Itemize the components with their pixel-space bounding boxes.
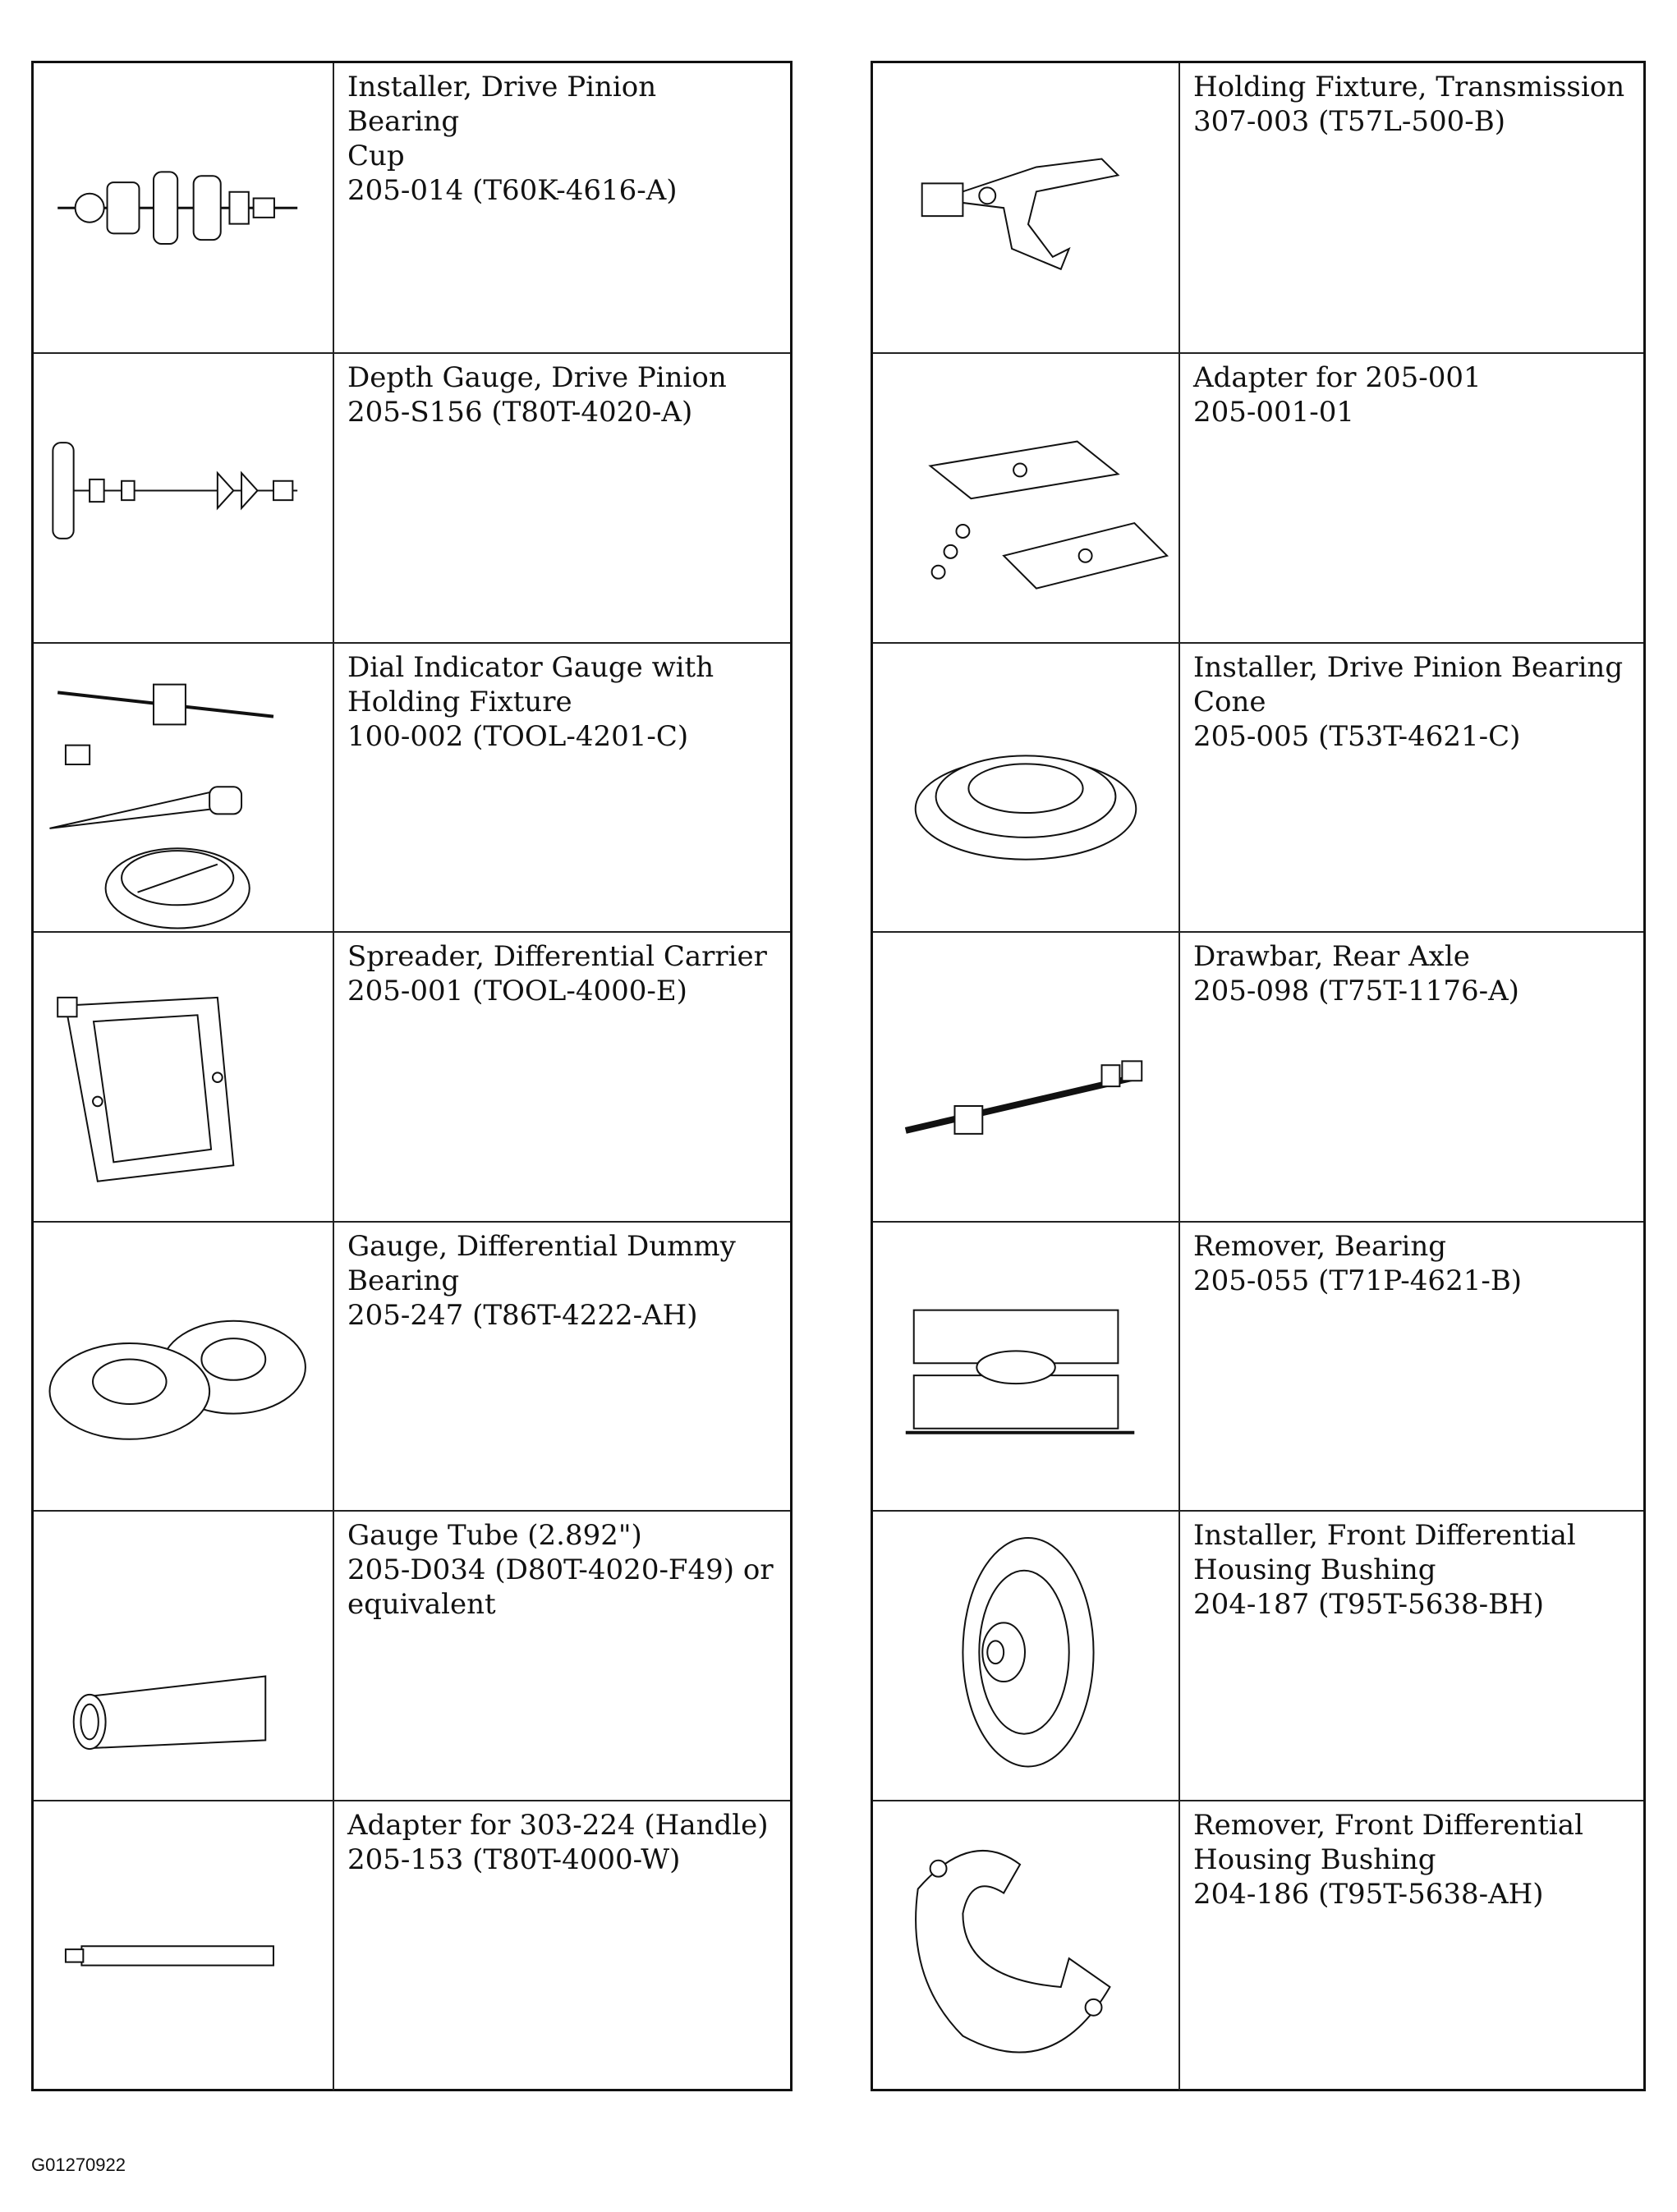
tool-description-line: 205-D034 (D80T-4020-F49) or [347, 1553, 774, 1587]
tool-illustration [34, 933, 334, 1222]
tool-row [873, 931, 1643, 1222]
tool-description-line: Housing Bushing [1193, 1843, 1436, 1876]
tool-description [334, 1801, 790, 2090]
tool-row [34, 1221, 790, 1512]
tool-description-line: 205-001 (TOOL-4000-E) [347, 975, 687, 1008]
tool-row [34, 642, 790, 933]
left-tool-table [31, 61, 793, 2091]
tool-description-line: equivalent [347, 1588, 496, 1622]
drive-pinion-bearing-cup-installer-icon [34, 63, 333, 352]
tool-illustration [34, 63, 334, 352]
front-differential-bushing-installer-icon [873, 1512, 1178, 1801]
tool-description-line: Installer, Drive Pinion Bearing [1193, 650, 1624, 684]
tool-row [873, 63, 1643, 352]
tool-description [1180, 354, 1643, 643]
tool-illustration [873, 1223, 1180, 1512]
bearing-remover-icon [873, 1223, 1178, 1512]
tool-description [334, 1223, 790, 1512]
tool-illustration [34, 354, 334, 643]
tool-illustration [873, 1512, 1180, 1801]
tool-description-line: Housing Bushing [1193, 1553, 1436, 1587]
drive-pinion-depth-gauge-icon [34, 354, 333, 643]
tool-row [873, 1221, 1643, 1512]
tool-description [334, 644, 790, 933]
tool-illustration [34, 644, 334, 933]
tool-description-line: 205-055 (T71P-4621-B) [1193, 1264, 1523, 1297]
handle-adapter-icon [34, 1801, 333, 2090]
tool-description [334, 1512, 790, 1801]
right-tool-table [871, 61, 1646, 2091]
tool-description-line: 307-003 (T57L-500-B) [1193, 105, 1505, 138]
adapter-plates-icon [873, 354, 1178, 643]
tool-description-line: Cone [1193, 685, 1266, 718]
tool-description-line: Adapter for 205-001 [1193, 361, 1482, 395]
tool-illustration [34, 1512, 334, 1801]
tool-description-line: Dial Indicator Gauge with [347, 650, 714, 684]
tool-description-line: 205-153 (T80T-4000-W) [347, 1843, 681, 1876]
dial-indicator-gauge-icon [34, 644, 333, 933]
transmission-holding-fixture-icon [873, 63, 1178, 352]
tool-description-line: Remover, Bearing [1193, 1229, 1447, 1263]
tool-description-line: 205-098 (T75T-1176-A) [1193, 975, 1519, 1008]
drive-pinion-bearing-cone-installer-icon [873, 644, 1178, 933]
tool-description [334, 354, 790, 643]
tool-description-line: 205-005 (T53T-4621-C) [1193, 719, 1521, 753]
tool-illustration [873, 1801, 1180, 2090]
tool-row [34, 931, 790, 1222]
tool-description [1180, 1512, 1643, 1801]
tool-description [1180, 63, 1643, 352]
tool-row [34, 63, 790, 352]
tool-description-line: Holding Fixture [347, 685, 572, 718]
tool-description-line: Adapter for 303-224 (Handle) [347, 1808, 769, 1842]
tool-row [873, 1800, 1643, 2090]
tool-description-line: Spreader, Differential Carrier [347, 940, 767, 974]
front-differential-bushing-remover-icon [873, 1801, 1178, 2090]
tool-illustration [34, 1801, 334, 2090]
tool-description-line: Installer, Front Differential [1193, 1519, 1576, 1553]
tool-description-line: 100-002 (TOOL-4201-C) [347, 719, 689, 753]
tool-description [1180, 1223, 1643, 1512]
gauge-tube-icon [34, 1512, 333, 1801]
tool-description-line: Depth Gauge, Drive Pinion [347, 361, 727, 395]
tool-row [873, 642, 1643, 933]
tool-description [334, 63, 790, 352]
tool-illustration [34, 1223, 334, 1512]
figure-code: G01270922 [31, 2155, 126, 2175]
tool-description-line: 204-186 (T95T-5638-AH) [1193, 1877, 1544, 1911]
tool-row [34, 1510, 790, 1801]
rear-axle-drawbar-icon [873, 933, 1178, 1222]
differential-carrier-spreader-icon [34, 933, 333, 1222]
tool-description-line: Gauge Tube (2.892") [347, 1519, 642, 1553]
tool-description-line: Gauge, Differential Dummy [347, 1229, 736, 1263]
tool-illustration [873, 63, 1180, 352]
tool-description-line: 205-001-01 [1193, 396, 1355, 429]
tool-description-line: 204-187 (T95T-5638-BH) [1193, 1588, 1544, 1622]
tool-description [334, 933, 790, 1222]
tool-description-line: Installer, Drive Pinion Bearing [347, 71, 657, 138]
tool-description [1180, 1801, 1643, 2090]
tool-description-line: Holding Fixture, Transmission [1193, 71, 1625, 103]
tool-description [1180, 644, 1643, 933]
tool-description [1180, 933, 1643, 1222]
tool-description-line: Drawbar, Rear Axle [1193, 940, 1470, 974]
tool-description-line: Bearing [347, 1264, 460, 1297]
tool-description-line: 205-S156 (T80T-4020-A) [347, 396, 693, 429]
tool-illustration [873, 354, 1180, 643]
tool-description-line: Remover, Front Differential [1193, 1808, 1583, 1842]
tool-row [34, 352, 790, 643]
tool-description-line: 205-014 (T60K-4616-A) [347, 174, 678, 207]
tool-illustration [873, 644, 1180, 933]
tool-row [34, 1800, 790, 2090]
tool-row [873, 352, 1643, 643]
tool-row [873, 1510, 1643, 1801]
tool-description-line: Cup [347, 140, 405, 172]
differential-dummy-bearing-gauge-icon [34, 1223, 333, 1512]
tool-description-line: 205-247 (T86T-4222-AH) [347, 1298, 698, 1332]
tool-illustration [873, 933, 1180, 1222]
